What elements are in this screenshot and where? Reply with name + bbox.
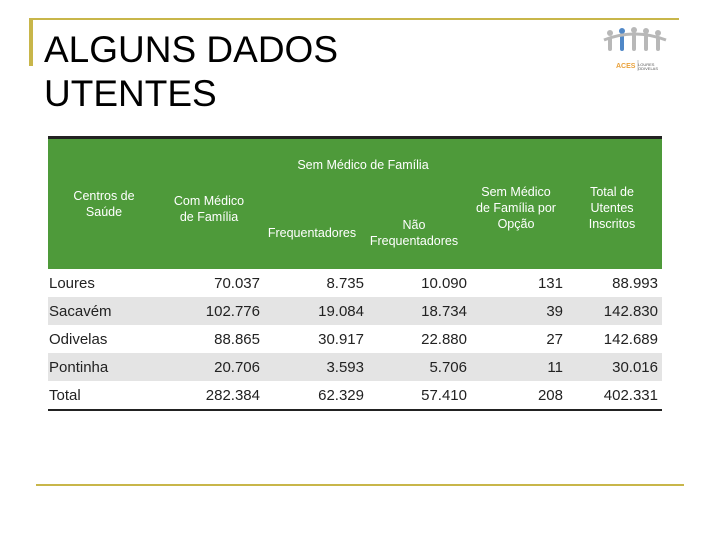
header-com-medico: Com Médico de Família xyxy=(173,194,245,224)
slide-title-line1: ALGUNS DADOS xyxy=(44,29,339,70)
header-total-utentes: Total de Utentes Inscritos xyxy=(588,185,636,231)
row-label: Loures xyxy=(49,275,95,292)
header-centros-de-saude: Centros de Saúde xyxy=(73,189,135,219)
cell-por-opcao: 11 xyxy=(547,359,563,376)
cell-frequentadores: 3.593 xyxy=(326,359,364,376)
bottom-rule xyxy=(36,484,684,486)
title-top-rule xyxy=(29,18,679,20)
logo-text: ACES xyxy=(616,63,636,70)
slide-title xyxy=(44,28,338,116)
cell-com-medico: 102.776 xyxy=(205,303,260,320)
cell-nao-frequentadores: 5.706 xyxy=(429,359,467,376)
cell-frequentadores: 62.329 xyxy=(318,387,364,404)
row-label: Pontinha xyxy=(49,359,109,376)
cell-por-opcao: 131 xyxy=(537,275,563,292)
table-row-total xyxy=(48,381,662,411)
utentes-table xyxy=(48,136,662,411)
cell-nao-frequentadores: 22.880 xyxy=(421,331,467,348)
cell-nao-frequentadores: 18.734 xyxy=(421,303,467,320)
row-label: Sacavém xyxy=(49,303,112,320)
cell-nao-frequentadores: 10.090 xyxy=(421,275,467,292)
table-row xyxy=(48,269,662,297)
cell-por-opcao: 208 xyxy=(537,387,563,404)
table-row xyxy=(48,297,662,325)
cell-frequentadores: 19.084 xyxy=(318,303,364,320)
cell-por-opcao: 27 xyxy=(546,331,563,348)
header-sem-medico-por-opcao: Sem Médico de Família por Opção xyxy=(476,185,556,231)
table-row xyxy=(48,325,662,353)
table-header xyxy=(48,136,662,269)
cell-total: 142.689 xyxy=(603,331,658,348)
cell-por-opcao: 39 xyxy=(546,303,563,320)
slide-title-line2: UTENTES xyxy=(44,73,217,114)
header-frequentadores: Frequentadores xyxy=(267,226,357,240)
logo-subtext: LOURES ODIVELAS xyxy=(638,62,659,71)
cell-total: 30.016 xyxy=(612,359,658,376)
cell-com-medico: 282.384 xyxy=(205,387,260,404)
row-label: Odivelas xyxy=(49,331,108,348)
cell-total: 402.331 xyxy=(603,387,658,404)
table-row xyxy=(48,353,662,381)
cell-total: 88.993 xyxy=(612,275,658,292)
row-label: Total xyxy=(49,387,81,404)
cell-com-medico: 88.865 xyxy=(214,331,260,348)
header-nao-frequentadores: Não Frequentadores xyxy=(369,218,459,248)
cell-com-medico: 20.706 xyxy=(214,359,260,376)
cell-frequentadores: 8.735 xyxy=(326,275,364,292)
cell-frequentadores: 30.917 xyxy=(318,331,364,348)
cell-total: 142.830 xyxy=(603,303,658,320)
cell-nao-frequentadores: 57.410 xyxy=(421,387,467,404)
group-header-sem-medico: Sem Médico de Família xyxy=(297,158,429,172)
title-side-rule xyxy=(29,18,33,66)
cell-com-medico: 70.037 xyxy=(214,275,260,292)
